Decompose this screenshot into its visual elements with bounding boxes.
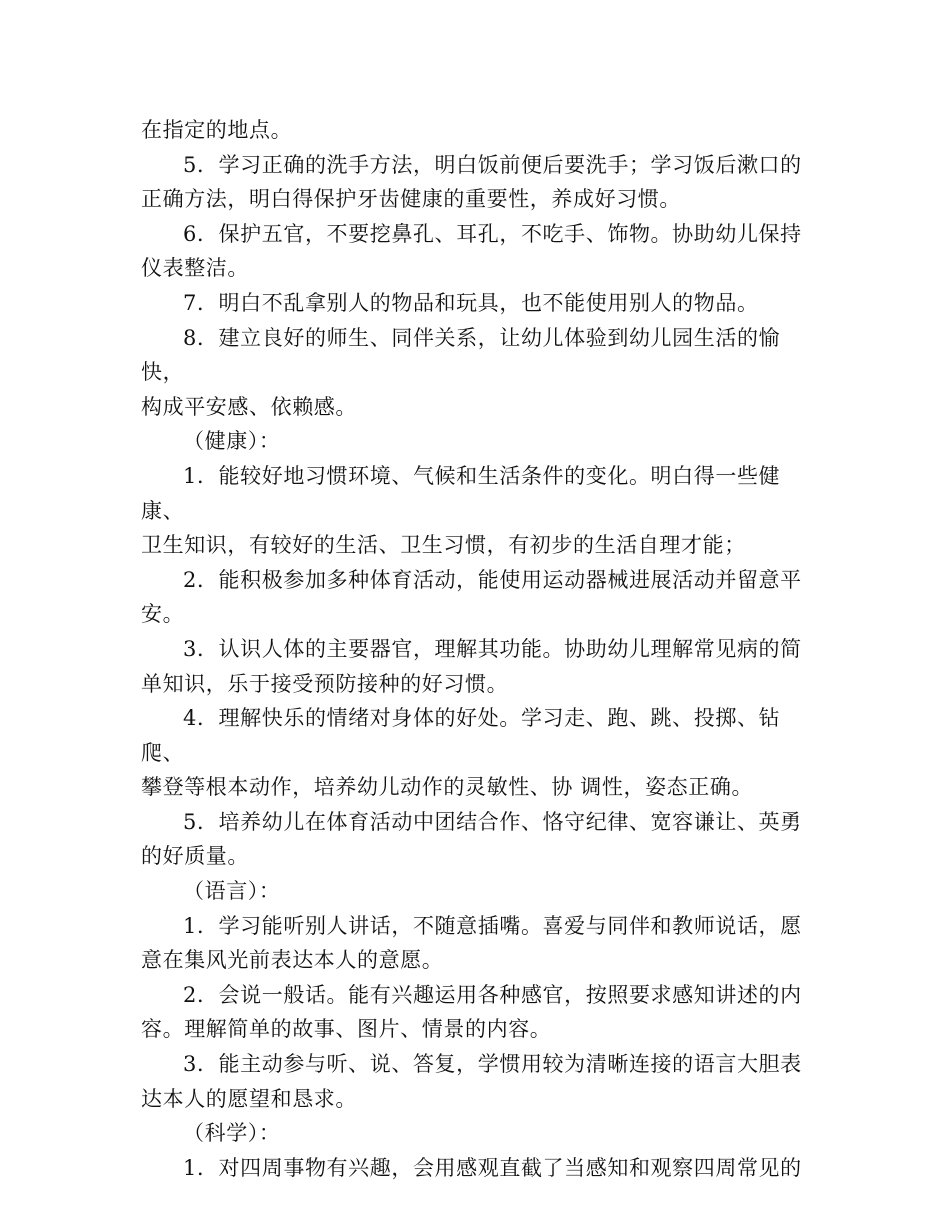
- list-item: [141, 217, 821, 286]
- text-line: 1．对四周事物有兴趣，会用感观直截了当感知和观察四周常见的: [183, 1155, 802, 1180]
- text-line: 3．能主动参与听、说、答复，学惯用较为清晰连接的语言大胆表: [183, 1052, 802, 1077]
- section-heading: [141, 1116, 821, 1151]
- list-item: [141, 909, 821, 978]
- text-line: 单知识，乐于接受预防接种的好习惯。: [141, 671, 509, 696]
- text-line: 2．能积极参加多种体育活动，能使用运动器械进展活动并留意平: [183, 567, 802, 592]
- list-item: [141, 148, 821, 217]
- list-item: [141, 459, 821, 563]
- text-line: 的好质量。: [141, 844, 249, 869]
- section-heading: [141, 874, 821, 909]
- text-line: 8．建立良好的师生、同伴关系，让幼儿体验到幼儿园生活的愉快，: [141, 325, 781, 385]
- text-line: 仪表整洁。: [141, 256, 249, 281]
- text-line: 正确方法，明白得保护牙齿健康的重要性，养成好习惯。: [141, 187, 681, 212]
- list-item: [141, 701, 821, 805]
- list-item: [141, 563, 821, 632]
- text-line: 5．培养幼儿在体育活动中团结合作、恪守纪律、宽容谦让、英勇: [183, 809, 802, 834]
- list-item: [141, 286, 821, 321]
- text-line: 1．能较好地习惯环境、气候和生活条件的变化。明白得一些健康、: [141, 463, 781, 523]
- text-line: 6．保护五官，不要挖鼻孔、耳孔，不吃手、饰物。协助幼儿保持: [183, 221, 802, 246]
- list-item: [141, 805, 821, 874]
- text-line: 2．会说一般话。能有兴趣运用各种感官，按照要求感知讲述的内: [183, 982, 802, 1007]
- list-item: [141, 321, 821, 425]
- text-line: 5．学习正确的洗手方法，明白饭前便后要洗手；学习饭后漱口的: [183, 152, 802, 177]
- text-line: 攀登等根本动作，培养幼儿动作的灵敏性、协 调性，姿态正确。: [141, 775, 754, 800]
- list-item: [141, 632, 821, 701]
- text-line: （语言）：: [183, 879, 281, 904]
- text-line: 达本人的愿望和恳求。: [141, 1086, 357, 1111]
- continued-text: [141, 113, 821, 148]
- text-line: （健康）：: [183, 429, 281, 454]
- text-line: 7．明白不乱拿别人的物品和玩具，也不能使用别人的物品。: [183, 290, 759, 315]
- document-body: [141, 113, 821, 1185]
- list-item: [141, 978, 821, 1047]
- text-line: （科学）：: [183, 1121, 281, 1146]
- text-line: 意在集风光前表达本人的意愿。: [141, 948, 444, 973]
- text-line: 容。理解简单的故事、图片、情景的内容。: [141, 1017, 552, 1042]
- text-line: 4．理解快乐的情绪对身体的好处。学习走、跑、跳、投掷、钻爬、: [141, 706, 781, 765]
- text-line: 构成平安感、依赖感。: [141, 394, 357, 419]
- text-line: 3．认识人体的主要器官，理解其功能。协助幼儿理解常见病的简: [183, 636, 802, 661]
- list-item: [141, 1047, 821, 1116]
- text-line: 1．学习能听别人讲话，不随意插嘴。喜爱与同伴和教师说话，愿: [183, 913, 802, 938]
- text-line: 安。: [141, 602, 185, 627]
- section-heading: [141, 424, 821, 459]
- list-item: [141, 1151, 821, 1186]
- text-line: 在指定的地点。: [141, 118, 293, 142]
- text-line: 卫生知识，有较好的生活、卫生习惯，有初步的生活自理才能；: [141, 533, 746, 558]
